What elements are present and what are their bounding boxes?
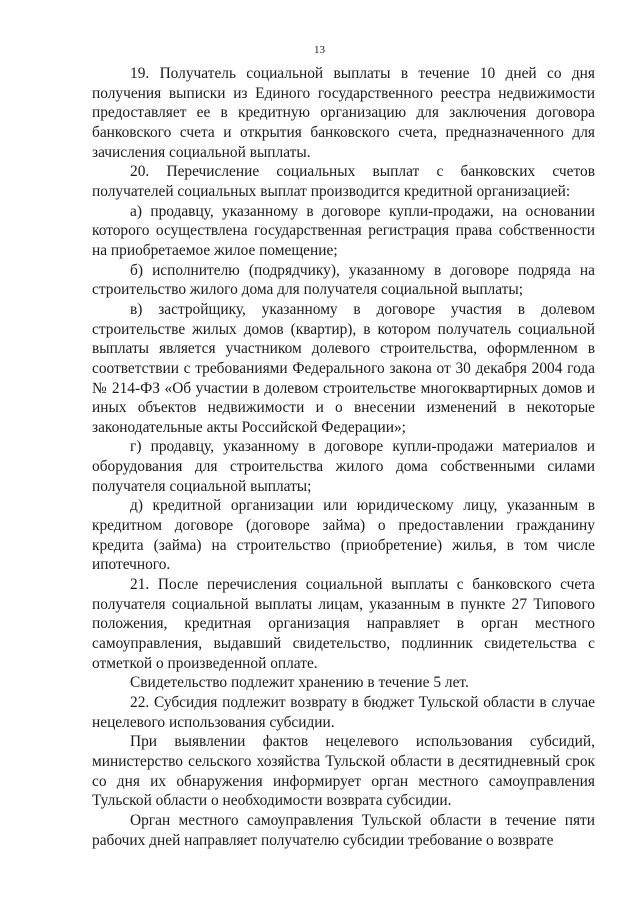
paragraph-20-a: а) продавцу, указанному в договоре купли-продажи, на основании которого осуществлена государственная регистрация права собственности на приобретаемое жилое помещение; [92,202,595,259]
paragraph-20: 20. Перечисление социальных выплат с банковских счетов получателей социальных выплат производится кредитной организацией: [92,163,595,200]
paragraph-20-g: г) продавцу, указанному в договоре купли-продажи материалов и оборудования для строительства жилого дома собственными силами получателя социальной выплаты; [92,438,595,495]
paragraph-22-misuse: При выявлении фактов нецелевого использования субсидий, министерство сельского хозяйства Тульской области в десятидневный срок со дня их обнаружения информирует орган местного самоуправления Тульской области о необходимости возврата субсидии. [92,733,595,810]
paragraph-20-b: б) исполнителю (подрядчику), указанному в договоре подряда на строительство жилого дома для получателя социальной выплаты; [92,261,595,299]
paragraph-21: 21. После перечисления социальной выплаты с банковского счета получателя социальной выплаты лицам, указанным в пункте 27 Типового положения, кредитная организация направляет в орган местного самоуправления, выдавший свидетельство, подлинник свидетельства с отметкой о произведенной оплате. [92,576,595,672]
document-body [92,64,595,850]
paragraph-21-storage: Свидетельство подлежит хранению в течение 5 лет. [130,674,469,692]
paragraph-20-d: д) кредитной организации или юридическому лицу, указанным в кредитном договоре (договоре займа) о предоставлении гражданину кредита (займа) на строительство (приобретение) жилья, в том числе ипотечного. [92,497,595,574]
paragraph-22-notice: Орган местного самоуправления Тульской области в течение пяти рабочих дней направляет получателю субсидии требование о возврате [92,811,595,849]
paragraph-22: 22. Субсидия подлежит возврату в бюджет Тульской области в случае нецелевого использования субсидии. [92,694,595,731]
page-number: 13 [314,44,325,56]
paragraph-19: 19. Получатель социальной выплаты в течение 10 дней со дня получения выписки из Единого государственного реестра недвижимости предоставляет ее в кредитную организацию для заключения договора банковского счета и открытия банковского счета, предназначенного для зачисления социальной выплаты. [92,65,595,161]
paragraph-20-v: в) застройщику, указанному в договоре участия в долевом строительстве жилых домов (квартир), в котором получатель социальной выплаты является участником долевого строительства, оформленном в соответствии с требованиями Федерального закона от 30 декабря 2004 года № 214-ФЗ «Об участии в долевом строительстве многоквартирных домов и иных объектов недвижимости и о внесении изменений в некоторые законодательные акты Российской Федерации»; [92,300,595,436]
